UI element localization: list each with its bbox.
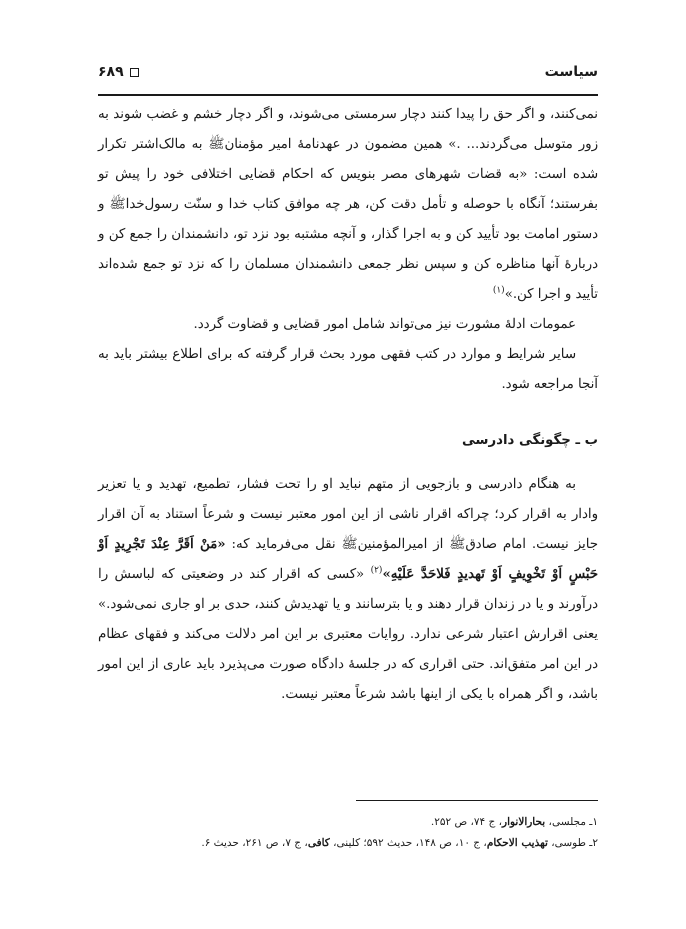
square-box-icon	[130, 68, 139, 77]
running-title: سیاست	[544, 64, 598, 80]
page-number-block	[98, 64, 139, 80]
page-number: ۶۸۹	[98, 64, 124, 80]
paragraph-3: سایر شرایط و موارد در کتب فقهی مورد بحث قرار گرفته که برای اطلاع بیشتر باید به آنجا مراجعه شود.	[98, 347, 598, 392]
hadith-quote: «مَنْ اَقَرَّ عِنْدَ تَجْرِيدٍ اَوْ حَبْسٍ اَوْ تَخْوِيفٍ اَوْ تَهديدٍ فَلاحَدَّ عَلَيْهِ»	[98, 537, 598, 582]
footnote-ref-2: (۲)	[370, 565, 383, 576]
paragraph-2: عمومات ادلهٔ مشورت نیز می‌تواند شامل امور قضایی و قضاوت گردد.	[193, 317, 576, 332]
footnote-1: ۱ـ مجلسی، بحارالانوار، ج ۷۴، ص ۲۵۲.	[430, 816, 598, 828]
footnote-2: ۲ـ طوسی، تهذیب الاحکام، ج ۱۰، ص ۱۴۸، حدیث ۵۹۲؛ کلینی، کافی، ج ۷، ص ۲۶۱، حدیث ۶.	[201, 837, 598, 849]
footnote-rule	[356, 800, 598, 801]
header-rule	[98, 94, 598, 96]
page-header	[98, 64, 598, 86]
footnote-ref-1: (۱)	[492, 285, 505, 296]
main-text	[98, 100, 598, 710]
paragraph-4: به هنگام دادرسی و بازجویی از متهم نباید او را تحت فشار، تطمیع، تهدید و یا تعزیر وادار به اقرار کرد؛ چراکه اقرار ناشی از این امور معتبر نیست و شرعاً استناد به آن اقرار جایز نیست. امام صادقﷺ از امیرالمؤمنینﷺ نقل می‌فرماید که: «مَنْ اَقَرَّ عِنْدَ تَجْرِيدٍ اَوْ حَبْسٍ اَوْ تَخْوِيفٍ اَوْ تَهديدٍ فَلاحَدَّ عَلَيْهِ»$^{(۲)}$ «کسی که اقرار کند در وضعیتی که لباسش را درآورند و یا در زندان قرار دهند و یا بترسانند و یا تهدیدش کنند، حدی بر او جاری نمی‌شود.» یعنی اقرارش اعتبار شرعی ندارد. روایات معتبری بر این امر دلالت می‌کند و فقهای عظام در این امر متفق‌اند. حتی اقراری که در جلسهٔ دادگاه صورت می‌پذیرد باید عاری از این امور باشد، و اگر همراه با یکی از اینها باشد شرعاً معتبر نیست.	[98, 477, 598, 702]
paragraph-1: نمی‌کنند، و اگر حق را پیدا کنند دچار سرمستی می‌شوند، و اگر دچار خشم و غضب شوند به زور متوسل می‌گردند... .» همین مضمون در عهدنامهٔ امیر مؤمنانﷺ به مالک‌اشتر تکرار شده است: «به قضات شهرهای مصر بنویس که احکام قضایی اختلافی خود را پیش تو بفرستند؛ آنگاه با حوصله و تأمل دقت کن، هر چه موافق کتاب خدا و سنّت رسول‌خداﷺ و دستور امامت بود تأیید کن و به اجرا گذار، و آنچه مشتبه بود نزد تو، دانشمندان را جمع کن و دربارهٔ آنها مناظره کن و سپس نظر جمعی دانشمندان مسلمان را که نزد تو جمع شده‌اند تأیید و اجرا کن.»$^{(۱)}$	[98, 107, 598, 302]
footnotes	[98, 812, 598, 854]
section-heading: ب ـ چگونگی دادرسی	[461, 433, 598, 448]
